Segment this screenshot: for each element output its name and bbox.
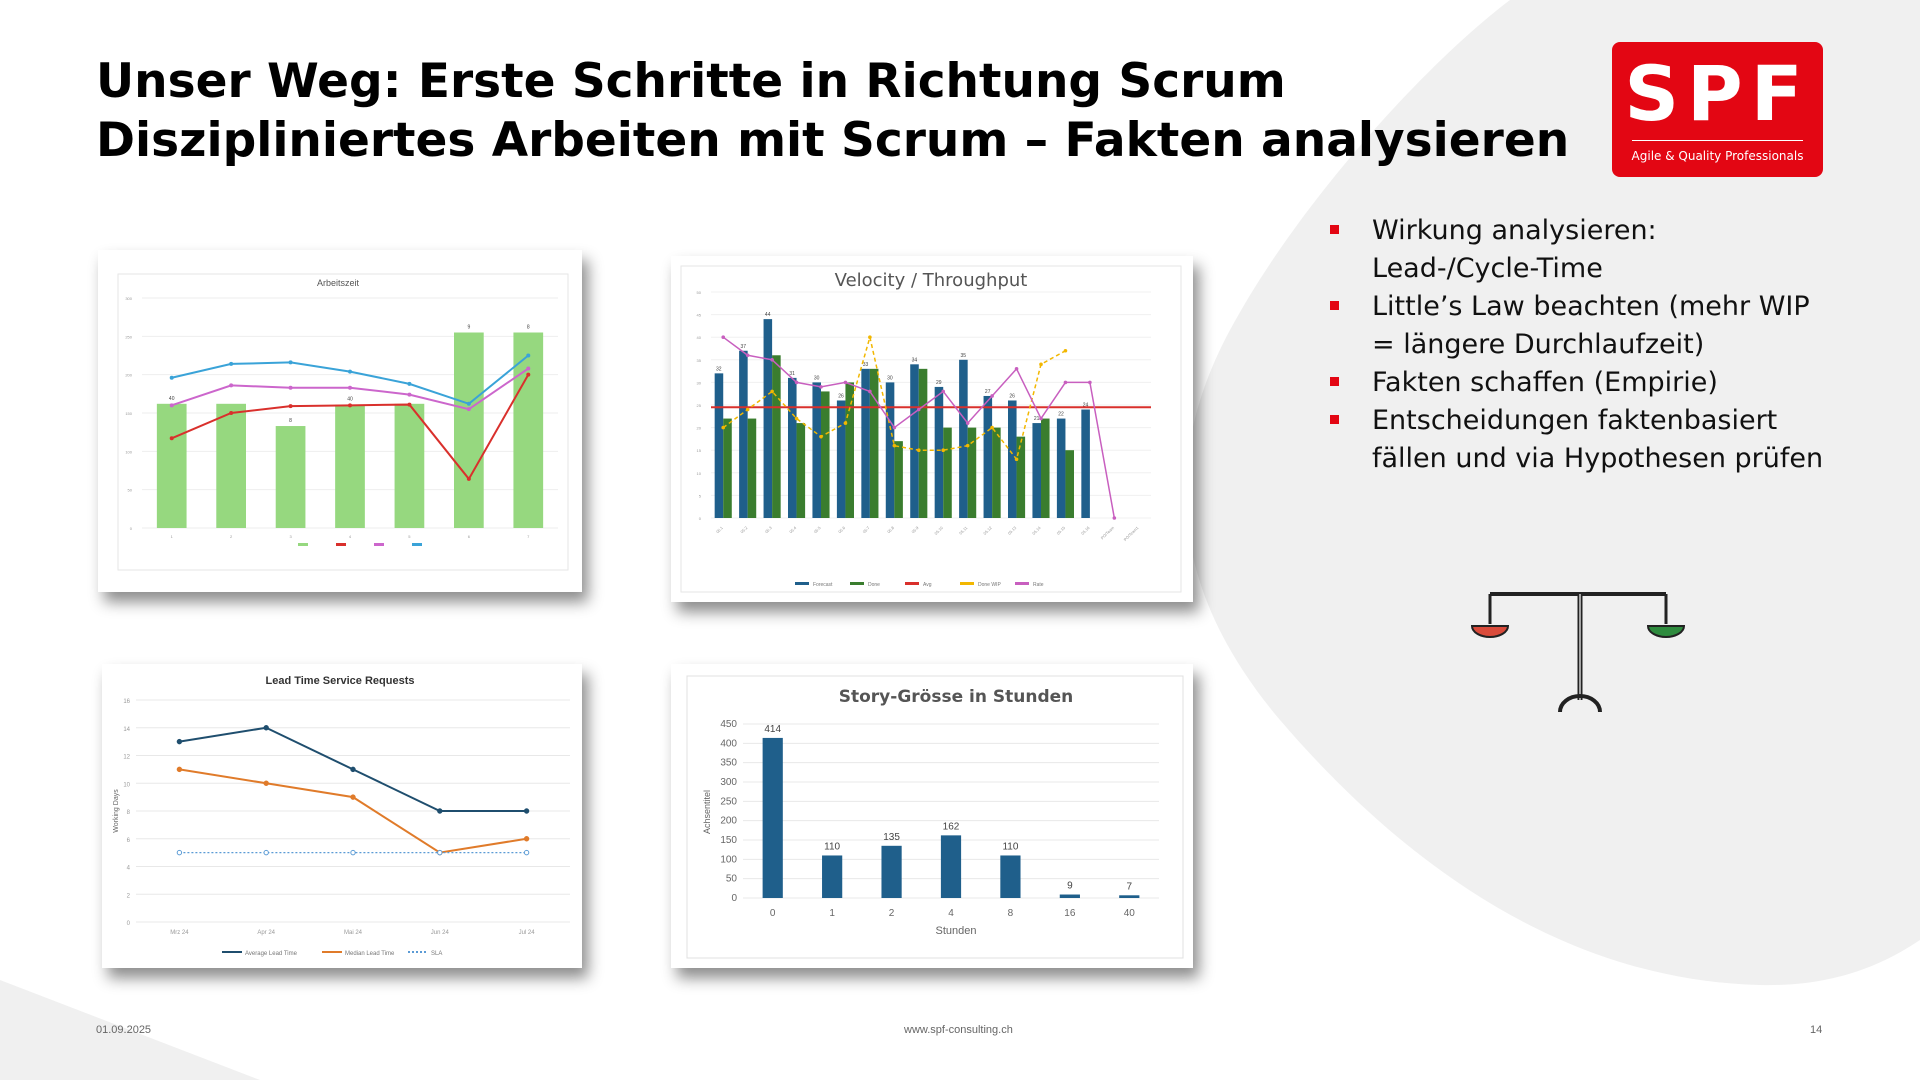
- series-point: [407, 403, 411, 407]
- x-tick-label: 05.7: [861, 525, 871, 535]
- chart-title: Arbeitszeit: [316, 278, 360, 288]
- series-point: [966, 421, 970, 425]
- x-tick-label: 16: [1064, 908, 1076, 919]
- x-tick-label: 05.8: [885, 525, 896, 535]
- legend-swatch: [412, 543, 422, 546]
- data-label: 9: [1067, 880, 1073, 892]
- series-point: [941, 390, 945, 394]
- series-point: [868, 390, 872, 394]
- bar-forecast: [910, 364, 919, 518]
- bullet-marker: [1330, 225, 1339, 234]
- x-tick-label: 5: [408, 534, 411, 539]
- bar-forecast: [959, 360, 968, 518]
- y-tick-label: 40: [696, 335, 701, 341]
- series-point: [524, 809, 528, 813]
- y-tick-label: 10: [123, 782, 130, 789]
- bar-done: [748, 419, 757, 518]
- bar-done: [845, 382, 854, 518]
- series-point: [170, 403, 174, 407]
- page-title-line-1: Unser Weg: Erste Schritte in Richtung Scrum: [96, 54, 1286, 109]
- chart-title: Lead Time Service Requests: [265, 675, 415, 687]
- series-point: [1088, 381, 1092, 385]
- bullet-text: Entscheidungen faktenbasiert fällen und via Hypothesen prüfen: [1372, 405, 1824, 474]
- series-point: [1039, 363, 1043, 367]
- y-tick-label: 350: [720, 757, 737, 769]
- bullet-text: Fakten schaffen (Empirie): [1372, 367, 1718, 398]
- chart-arbeitszeit-svg: [98, 250, 582, 592]
- x-tick-label: 05.9: [910, 525, 920, 535]
- x-tick-label: 0: [769, 908, 776, 919]
- y-tick-label: 6: [126, 837, 130, 844]
- series-point: [721, 426, 725, 430]
- chart-lead-time-svg: [102, 664, 582, 968]
- chart-velocity: [671, 256, 1193, 602]
- bar: [395, 404, 425, 528]
- series-point: [917, 408, 921, 412]
- data-label: 34: [911, 357, 918, 364]
- x-tick-label: 05.2: [739, 525, 749, 535]
- legend-swatch: [1015, 582, 1029, 585]
- y-tick-label: 450: [720, 719, 737, 730]
- x-tick-label: 05.11: [957, 525, 969, 536]
- x-tick-label: Jul 24: [518, 930, 535, 936]
- data-label: 24: [1082, 402, 1089, 409]
- series-point: [966, 444, 970, 448]
- legend-label: Done: [868, 582, 880, 588]
- series-point: [177, 850, 181, 854]
- bar: [822, 855, 842, 898]
- chart-story-size-svg: [671, 664, 1193, 968]
- bar-forecast: [739, 351, 748, 518]
- footer-date: 01.09.2025: [96, 1024, 152, 1036]
- x-tick-label: 4: [348, 534, 352, 539]
- data-label: 22: [1058, 411, 1064, 418]
- series-point: [289, 360, 293, 364]
- balance-scale-icon: [1468, 588, 1708, 718]
- bar-forecast: [1081, 410, 1090, 518]
- bar: [335, 405, 365, 528]
- bar-done: [1017, 437, 1026, 518]
- series-point: [177, 739, 181, 743]
- data-label: 8: [526, 324, 530, 331]
- y-tick-label: 0: [126, 921, 130, 927]
- x-tick-label: PO/Team: [1099, 525, 1116, 541]
- series-point: [721, 335, 725, 339]
- bar: [1060, 895, 1080, 898]
- chart-title: Velocity / Throughput: [834, 270, 1028, 291]
- bar-forecast: [1032, 423, 1041, 518]
- y-tick-label: 25: [696, 403, 701, 408]
- bar: [763, 738, 783, 898]
- y-tick-label: 300: [720, 777, 737, 788]
- x-tick-label: Mai 24: [343, 930, 363, 936]
- legend-label: Average Lead Time: [245, 951, 297, 957]
- bar-forecast: [812, 382, 821, 518]
- bar-forecast: [837, 400, 846, 518]
- data-label: 110: [1002, 841, 1019, 853]
- bar-forecast: [1057, 419, 1066, 518]
- bar-done: [821, 391, 830, 518]
- legend-label: Avg: [923, 582, 932, 588]
- y-tick-label: 10: [696, 470, 701, 476]
- legend-label: Rate: [1033, 582, 1044, 588]
- series-point: [844, 421, 848, 425]
- bar-done: [1041, 419, 1050, 518]
- series-point: [264, 781, 268, 785]
- series-point: [819, 435, 823, 439]
- x-tick-label: 2: [888, 908, 895, 919]
- series-point: [170, 436, 174, 440]
- series-point: [526, 373, 530, 377]
- x-tick-label: 05.1: [714, 525, 724, 535]
- y-tick-label: 12: [123, 754, 130, 761]
- bar-forecast: [984, 396, 993, 518]
- y-tick-label: 16: [123, 699, 130, 705]
- data-label: 37: [740, 343, 747, 350]
- bullet-item: [1330, 402, 1830, 478]
- bar: [513, 333, 543, 529]
- series-point: [795, 381, 799, 385]
- chart-title: Story-Grösse in Stunden: [838, 687, 1074, 707]
- bar-done: [1065, 450, 1074, 518]
- series-point: [795, 417, 799, 421]
- y-tick-label: 0: [731, 893, 737, 904]
- data-label: 26: [1009, 393, 1015, 400]
- chart-velocity-svg: [671, 256, 1193, 602]
- y-tick-label: 15: [696, 448, 701, 454]
- data-label: 9: [467, 324, 471, 331]
- bar: [454, 333, 484, 529]
- y-tick-label: 0: [129, 526, 132, 531]
- series-point: [868, 335, 872, 339]
- chart-story-size: [671, 664, 1193, 968]
- x-tick-label: 05.4: [788, 525, 798, 535]
- series-point: [1039, 417, 1043, 421]
- bar: [881, 846, 901, 898]
- bar: [276, 426, 306, 528]
- data-label: 21: [1033, 416, 1040, 423]
- x-tick-label: 8: [1007, 908, 1014, 919]
- legend-swatch: [374, 543, 384, 546]
- legend-label: Median Lead Time: [345, 951, 395, 957]
- series-point: [177, 767, 181, 771]
- y-tick-label: 5: [698, 493, 701, 499]
- data-label: 32: [716, 366, 722, 373]
- x-tick-label: 05.15: [1055, 525, 1067, 536]
- bar: [941, 835, 961, 898]
- data-label: 40: [168, 395, 175, 402]
- series-point: [844, 381, 848, 385]
- data-label: 30: [887, 375, 893, 382]
- y-tick-label: 100: [125, 449, 132, 455]
- y-tick-label: 14: [123, 726, 130, 733]
- series-point: [229, 383, 233, 387]
- y-tick-label: 250: [720, 796, 737, 808]
- series-point: [1064, 381, 1068, 385]
- series-point: [746, 353, 750, 357]
- series-point: [467, 402, 471, 406]
- x-tick-label: 4: [948, 908, 954, 919]
- footer-page-number: 14: [1810, 1024, 1823, 1036]
- data-label: 33: [862, 361, 869, 368]
- x-tick-label: Mrz 24: [170, 930, 189, 936]
- bar-done: [723, 419, 732, 518]
- series-point: [526, 367, 530, 371]
- data-label: 110: [824, 841, 841, 853]
- series-point: [770, 390, 774, 394]
- y-axis-title: Achsentitel: [702, 789, 712, 835]
- series-point: [893, 426, 897, 430]
- bar-done: [992, 428, 1001, 518]
- series-point: [1015, 367, 1019, 371]
- y-tick-label: 35: [696, 357, 701, 363]
- data-label: 7: [1126, 881, 1133, 893]
- series-point: [170, 376, 174, 380]
- series-point: [407, 393, 411, 397]
- series-point: [348, 370, 352, 374]
- series-point: [351, 767, 355, 771]
- x-tick-label: 05.10: [933, 525, 944, 536]
- page-title-line-2: Diszipliniertes Arbeiten mit Scrum – Fakten analysieren: [96, 113, 1570, 168]
- bar-done: [772, 355, 781, 518]
- x-tick-label: 05.12: [982, 525, 993, 536]
- series-point: [467, 407, 471, 411]
- series-point: [524, 837, 528, 841]
- series-point: [524, 850, 528, 854]
- y-tick-label: 2: [126, 893, 130, 900]
- data-label: 30: [813, 375, 820, 382]
- legend-swatch: [905, 582, 919, 585]
- series-point: [1015, 457, 1019, 461]
- series-point: [289, 404, 293, 408]
- x-tick-label: 05.5: [812, 525, 822, 535]
- y-tick-label: 200: [720, 815, 737, 827]
- x-tick-label: 05.16: [1079, 525, 1091, 536]
- logo-wordmark: SPF: [1624, 49, 1811, 138]
- series-point: [746, 408, 750, 412]
- series-point: [1064, 349, 1068, 353]
- data-label: 27: [984, 388, 991, 395]
- data-label: 135: [883, 831, 900, 843]
- x-tick-label: 3: [289, 534, 292, 539]
- y-tick-label: 200: [125, 372, 132, 378]
- bar: [216, 404, 246, 528]
- x-tick-label: 05.3: [763, 525, 773, 535]
- legend-swatch: [960, 582, 974, 585]
- y-tick-label: 50: [127, 487, 132, 493]
- bar: [157, 404, 187, 528]
- y-tick-label: 8: [126, 810, 130, 816]
- y-tick-label: 150: [720, 835, 737, 846]
- y-tick-label: 250: [125, 334, 132, 340]
- y-tick-label: 150: [125, 411, 132, 416]
- series-point: [289, 386, 293, 390]
- x-tick-label: Apr 24: [257, 930, 276, 936]
- y-tick-label: 100: [720, 854, 737, 866]
- data-label: 35: [960, 352, 967, 359]
- x-tick-label: 40: [1123, 908, 1135, 919]
- series-point: [351, 795, 355, 799]
- series-point: [438, 850, 442, 854]
- y-tick-label: 50: [725, 873, 737, 885]
- data-label: 40: [347, 396, 353, 403]
- legend-label: Done WIP: [978, 582, 1001, 588]
- y-tick-label: 0: [698, 516, 701, 521]
- bar-done: [797, 423, 806, 518]
- legend-swatch: [298, 543, 308, 546]
- x-tick-label: Jun 24: [430, 930, 449, 936]
- bar-done: [919, 369, 928, 518]
- bar-forecast: [886, 382, 895, 518]
- bar-done: [943, 428, 952, 518]
- data-label: 44: [764, 312, 771, 319]
- data-label: 414: [764, 723, 782, 735]
- plot-frame: [687, 676, 1183, 958]
- y-tick-label: 45: [696, 312, 701, 318]
- series-point: [917, 448, 921, 452]
- data-label: 26: [838, 393, 844, 400]
- series-point: [264, 850, 268, 854]
- series-point: [229, 411, 233, 415]
- x-tick-label: PO/Team1: [1122, 525, 1140, 543]
- series-point: [819, 385, 823, 389]
- legend-swatch: [795, 582, 809, 585]
- x-tick-label: 2: [230, 534, 233, 539]
- x-tick-label: 05.6: [837, 525, 847, 535]
- x-tick-label: 05.13: [1006, 525, 1018, 536]
- series-point: [526, 354, 530, 358]
- y-axis-title: Working Days: [113, 789, 120, 833]
- bullet-marker: [1330, 377, 1339, 386]
- x-tick-label: 1: [170, 534, 173, 539]
- bar-forecast: [715, 373, 724, 518]
- series-point: [438, 809, 442, 813]
- logo-tagline: Agile & Quality Professionals: [1631, 149, 1804, 163]
- y-tick-label: 50: [696, 290, 701, 295]
- spf-logo: [1612, 42, 1823, 177]
- y-tick-label: 30: [696, 380, 701, 386]
- series-point: [348, 403, 352, 407]
- legend-label: Forecast: [813, 582, 833, 588]
- data-label: 162: [942, 821, 960, 833]
- bullet-list: [1330, 212, 1830, 478]
- series-point: [990, 426, 994, 430]
- x-tick-label: 1: [829, 908, 835, 919]
- y-tick-label: 4: [126, 865, 130, 872]
- y-tick-label: 300: [125, 296, 132, 301]
- y-tick-label: 20: [696, 425, 701, 431]
- series-point: [770, 358, 774, 362]
- series-point: [467, 477, 471, 481]
- bar-done: [968, 428, 977, 518]
- logo-divider: [1632, 140, 1803, 141]
- bullet-marker: [1330, 415, 1339, 424]
- series-point: [990, 394, 994, 398]
- y-tick-label: 400: [720, 738, 737, 750]
- bullet-text: Little’s Law beachten (mehr WIP = längere Durchlaufzeit): [1372, 291, 1810, 360]
- bullet-item: [1330, 288, 1830, 364]
- series-point: [1113, 516, 1117, 520]
- x-tick-label: 7: [527, 534, 530, 539]
- legend-label: SLA: [431, 951, 443, 957]
- x-tick-label: 6: [467, 534, 470, 539]
- series-point: [893, 444, 897, 448]
- bar-done: [894, 441, 903, 518]
- bullet-text: Wirkung analysieren: Lead-/Cycle-Time: [1372, 215, 1657, 284]
- bullet-item: [1330, 212, 1830, 288]
- series-point: [229, 362, 233, 366]
- footer-url[interactable]: www.spf-consulting.ch: [904, 1024, 1013, 1036]
- x-tick-label: 05.14: [1031, 525, 1042, 536]
- data-label: 8: [289, 418, 292, 425]
- series-point: [351, 850, 355, 854]
- bullet-item: [1330, 364, 1830, 402]
- page-title: [96, 52, 1570, 170]
- data-label: 29: [936, 379, 942, 386]
- series-point: [941, 448, 945, 452]
- bar-forecast: [788, 378, 797, 518]
- chart-lead-time: [102, 664, 582, 968]
- bar-forecast: [764, 319, 773, 518]
- series-point: [348, 386, 352, 390]
- bar: [1119, 895, 1139, 898]
- data-label: 31: [789, 370, 795, 377]
- chart-arbeitszeit: [98, 250, 582, 592]
- x-axis-title: Stunden: [935, 925, 977, 937]
- series-point: [407, 382, 411, 386]
- legend-swatch: [336, 543, 346, 546]
- bullet-marker: [1330, 301, 1339, 310]
- series-point: [264, 726, 268, 730]
- bar: [1000, 855, 1020, 898]
- legend-swatch: [850, 582, 864, 585]
